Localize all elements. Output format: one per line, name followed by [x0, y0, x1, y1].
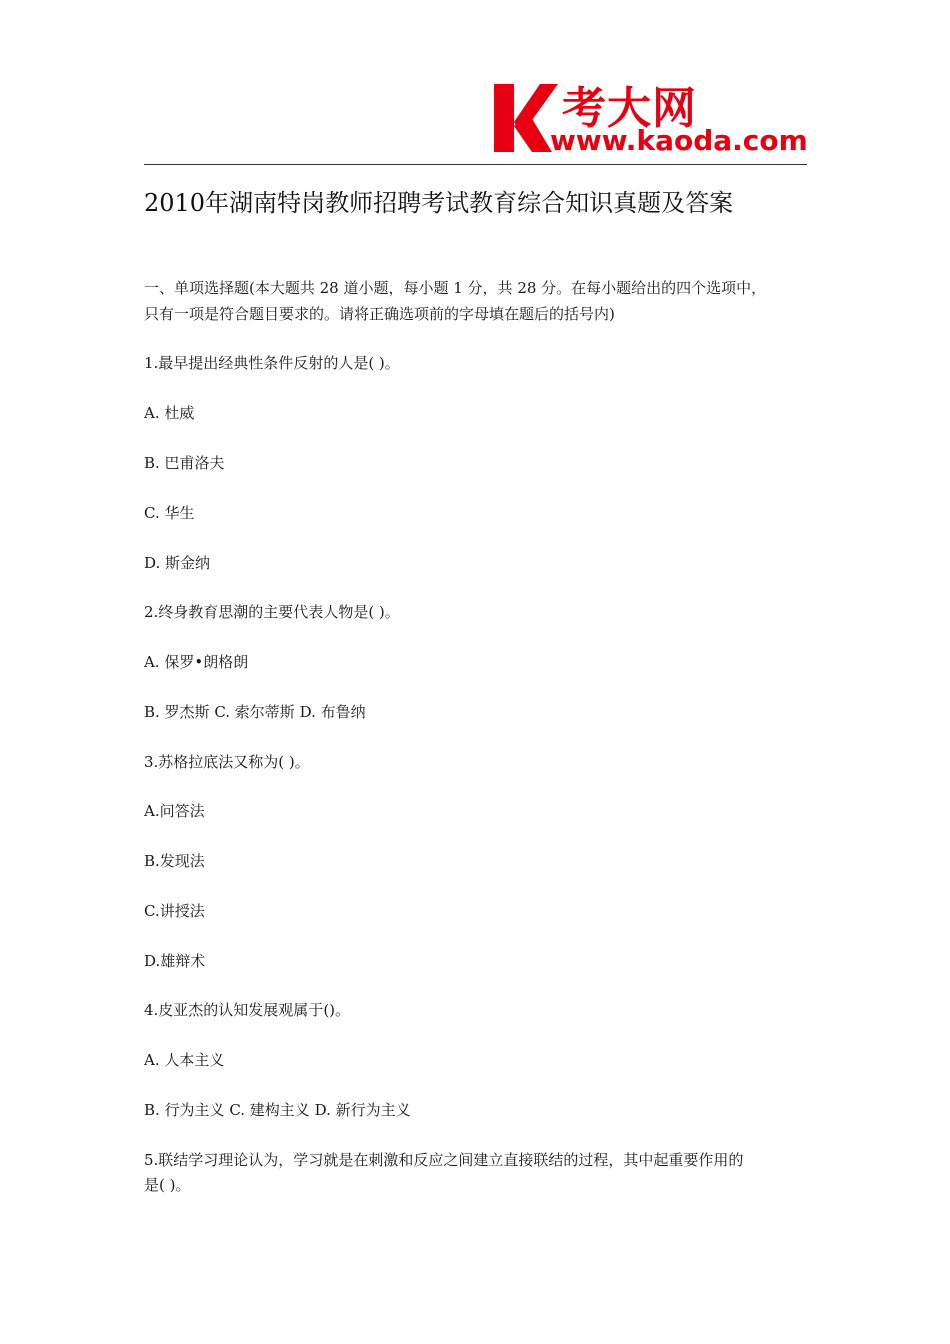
header-divider — [144, 164, 807, 165]
kaoda-logo — [492, 78, 812, 160]
q4-options-bcd: B. 行为主义 C. 建构主义 D. 新行为主义 — [144, 1101, 411, 1119]
q2-options-bcd: B. 罗杰斯 C. 索尔蒂斯 D. 布鲁纳 — [144, 703, 366, 721]
q1-option-d: D. 斯金纳 — [144, 554, 211, 572]
q3-option-c: C.讲授法 — [144, 902, 205, 920]
logo-url: www.kaoda.com — [550, 124, 808, 157]
question-5-line-1: 5.联结学习理论认为，学习就是在刺激和反应之间建立直接联结的过程，其中起重要作用的 — [144, 1151, 744, 1169]
q4-option-a: A. 人本主义 — [144, 1051, 225, 1069]
question-5-line-2: 是( )。 — [144, 1176, 191, 1194]
k-logo-icon — [492, 82, 558, 154]
q3-option-a: A.问答法 — [144, 802, 205, 820]
q3-option-d: D.雄辩术 — [144, 952, 206, 970]
instruction-line-1: 一、单项选择题(本大题共 28 道小题，每小题 1 分，共 28 分。在每小题给出的四个选项中， — [144, 279, 767, 297]
question-1: 1.最早提出经典性条件反射的人是( )。 — [144, 354, 400, 372]
question-3: 3.苏格拉底法又称为( )。 — [144, 753, 310, 771]
q1-option-b: B. 巴甫洛夫 — [144, 454, 225, 472]
instruction-line-2: 只有一项是符合题目要求的。请将正确选项前的字母填在题后的括号内) — [144, 305, 615, 323]
logo-chinese-name: 考大网 — [562, 83, 697, 134]
q1-option-c: C. 华生 — [144, 504, 195, 522]
document-title: 2010年湖南特岗教师招聘考试教育综合知识真题及答案 — [144, 189, 734, 217]
question-4: 4.皮亚杰的认知发展观属于()。 — [144, 1001, 351, 1019]
q1-option-a: A. 杜威 — [144, 404, 195, 422]
q2-option-a: A. 保罗•朗格朗 — [144, 653, 249, 671]
question-2: 2.终身教育思潮的主要代表人物是( )。 — [144, 603, 400, 621]
q3-option-b: B.发现法 — [144, 852, 205, 870]
